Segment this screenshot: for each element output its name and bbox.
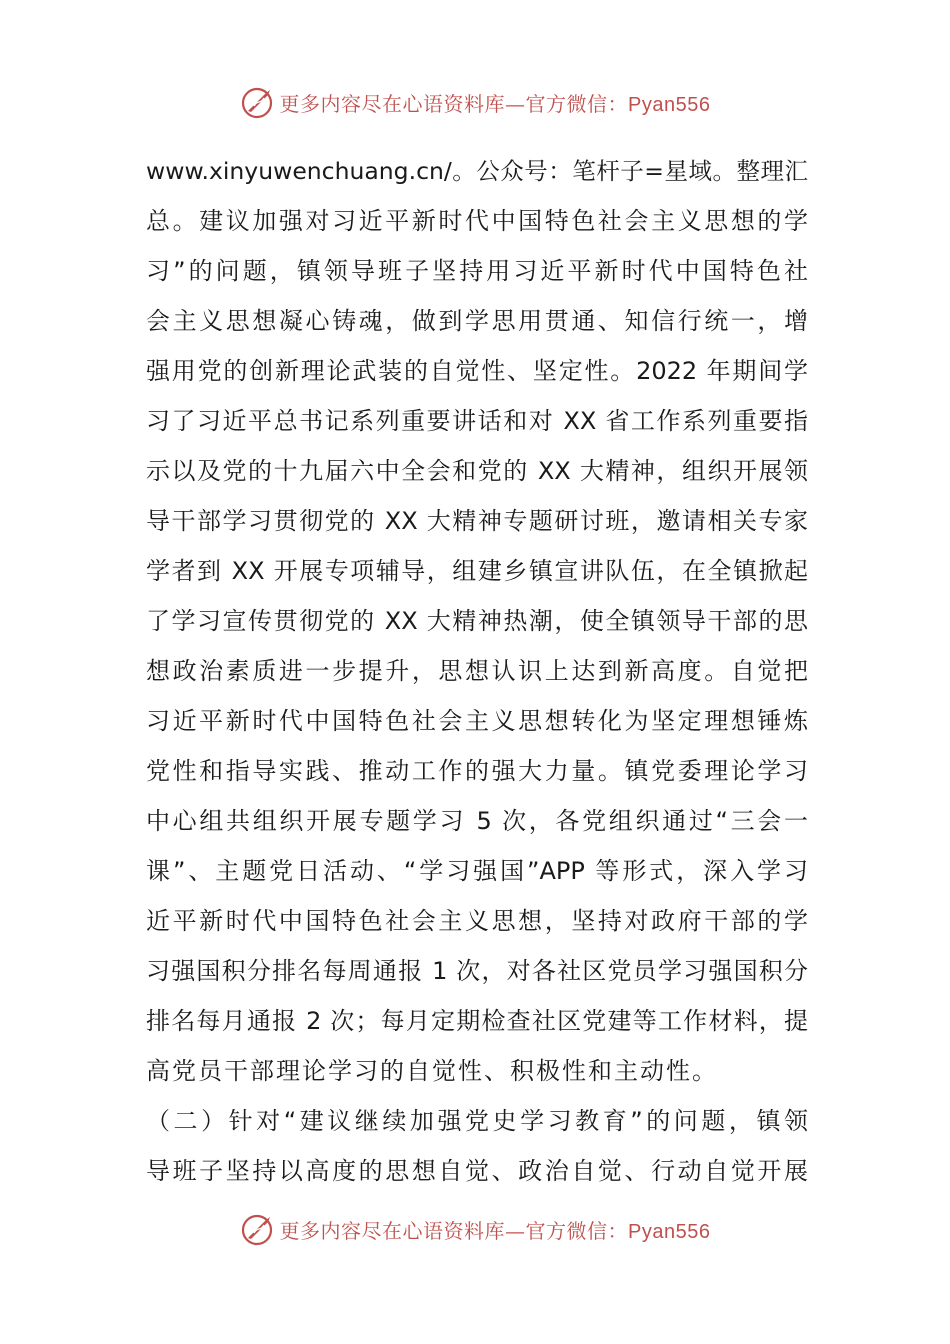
text-line: 习强国积分排名每周通报 1 次，对各社区党员学习强国积分	[146, 957, 808, 985]
pen-logo-icon	[240, 84, 276, 120]
text-line: 了学习宣传贯彻党的 XX 大精神热潮，使全镇领导干部的思	[146, 607, 808, 635]
text-line: 导班子坚持以高度的思想自觉、政治自觉、行动自觉开展	[146, 1157, 808, 1185]
text-line: 示以及党的十九届六中全会和党的 XX 大精神，组织开展领	[146, 457, 808, 485]
pen-logo-icon	[240, 1211, 276, 1247]
text-line: 习近平新时代中国特色社会主义思想转化为坚定理想锤炼	[146, 707, 808, 735]
paragraph-end-line: 高党员干部理论学习的自觉性、积极性和主动性。	[146, 1057, 718, 1085]
text-line: www.xinyuwenchuang.cn/。公众号：笔杆子=星域。整理汇	[146, 157, 808, 185]
watermark-text: 更多内容尽在心语资料库—官方微信：Pyan556	[279, 91, 711, 116]
watermark-text: 更多内容尽在心语资料库—官方微信：Pyan556	[279, 1218, 711, 1243]
text-line: 学者到 XX 开展专项辅导，组建乡镇宣讲队伍，在全镇掀起	[146, 557, 808, 585]
text-line: 课”、主题党日活动、“学习强国”APP 等形式，深入学习	[146, 857, 808, 885]
text-line: 习”的问题，镇领导班子坚持用习近平新时代中国特色社	[146, 257, 808, 285]
wechat-handle: Pyan556	[628, 1220, 711, 1243]
text-line: 习了习近平总书记系列重要讲话和对 XX 省工作系列重要指	[146, 407, 808, 435]
watermark-banner-top	[0, 82, 950, 122]
watermark-banner-bottom	[0, 1209, 950, 1249]
document-body	[146, 146, 808, 1196]
text-line: 强用党的创新理论武装的自觉性、坚定性。2022 年期间学	[146, 357, 808, 385]
text-line: 排名每月通报 2 次；每月定期检查社区党建等工作材料，提	[146, 1007, 808, 1035]
text-line: 总。建议加强对习近平新时代中国特色社会主义思想的学	[146, 207, 808, 235]
text-line: 近平新时代中国特色社会主义思想，坚持对政府干部的学	[146, 907, 808, 935]
wechat-handle: Pyan556	[628, 93, 711, 116]
text-line: 党性和指导实践、推动工作的强大力量。镇党委理论学习	[146, 757, 808, 785]
text-line: 会主义思想凝心铸魂，做到学思用贯通、知信行统一，增	[146, 307, 808, 335]
text-line: 想政治素质进一步提升，思想认识上达到新高度。自觉把	[146, 657, 808, 685]
text-line: 导干部学习贯彻党的 XX 大精神专题研讨班，邀请相关专家	[146, 507, 808, 535]
section-heading-line: （二）针对“建议继续加强党史学习教育”的问题，镇领	[146, 1107, 808, 1135]
text-line: 中心组共组织开展专题学习 5 次，各党组织通过“三会一	[146, 807, 808, 835]
